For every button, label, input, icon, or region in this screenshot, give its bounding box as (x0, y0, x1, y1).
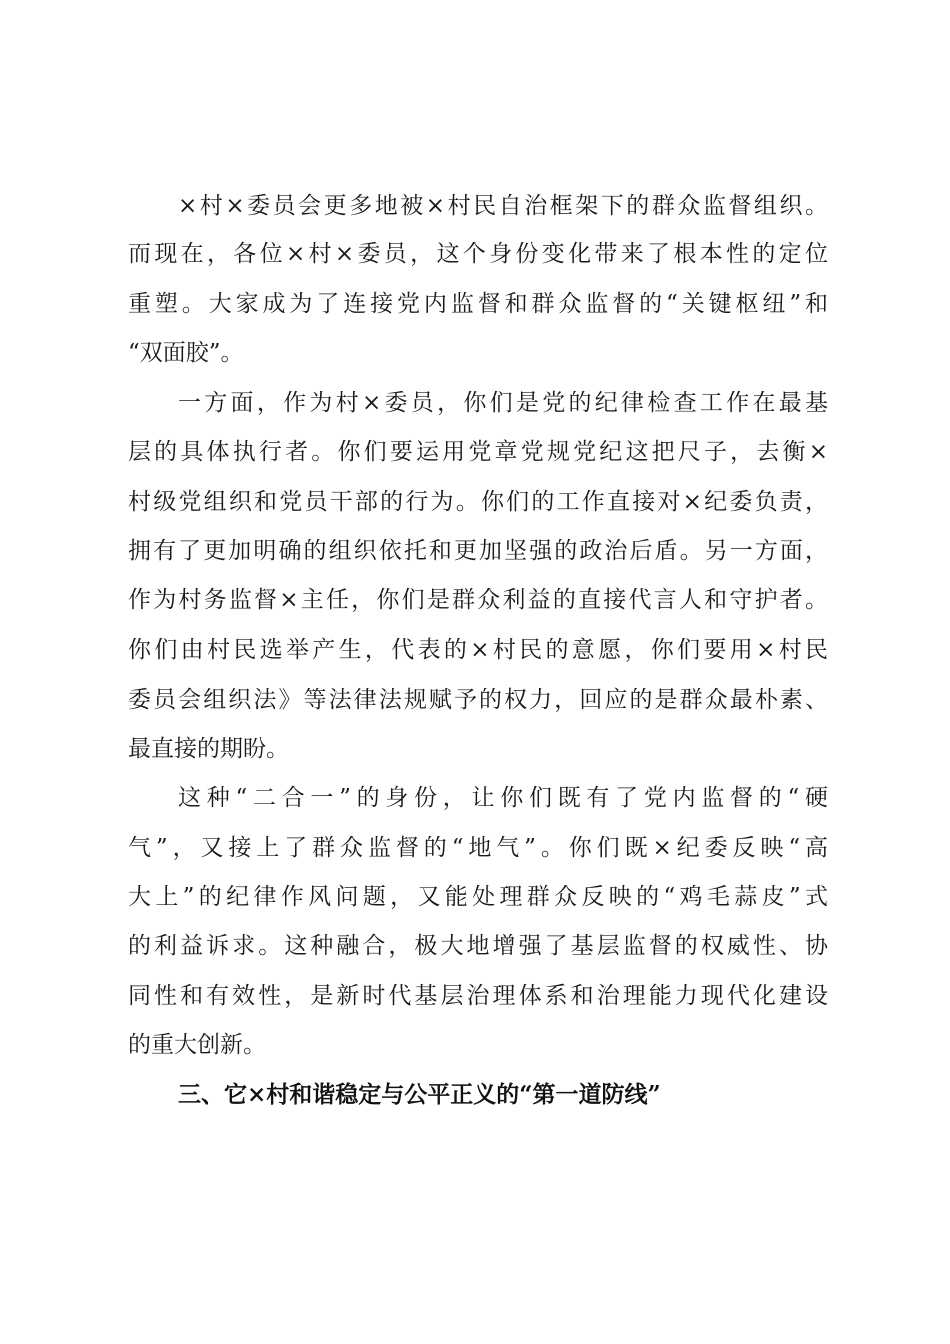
text-line: 最直接的期盼。 (128, 736, 289, 762)
text-line: 层的具体执行者。你们要运用党章党规党纪这把尺子，去衡× (128, 439, 828, 465)
text-line: 你们由村民选举产生，代表的×村民的意愿，你们要用×村民 (128, 637, 828, 663)
text-line: 气”，又接上了群众监督的“地气”。你们既×纪委反映“高 (128, 835, 828, 861)
text-line: 的利益诉求。这种融合，极大地增强了基层监督的权威性、协 (128, 933, 828, 959)
text-line: 重塑。大家成为了连接党内监督和群众监督的“关键枢纽”和 (128, 291, 828, 317)
text-line: 一方面，作为村×委员，你们是党的纪律检查工作在最基 (178, 390, 828, 416)
section-heading: 三、它×村和谐稳定与公平正义的“第一道防线” (178, 1081, 661, 1108)
text-line: 而现在，各位×村×委员，这个身份变化带来了根本性的定位 (128, 241, 828, 267)
text-line: “双面胶”。 (128, 340, 244, 366)
text-line: 拥有了更加明确的组织依托和更加坚强的政治后盾。另一方面， (128, 538, 828, 564)
text-line: 作为村务监督×主任，你们是群众利益的直接代言人和守护者。 (128, 587, 828, 613)
text-line: 村级党组织和党员干部的行为。你们的工作直接对×纪委负责， (128, 489, 828, 515)
text-line: 大上”的纪律作风问题，又能处理群众反映的“鸡毛蒜皮”式 (128, 884, 828, 910)
text-line: 的重大创新。 (128, 1032, 266, 1058)
text-line: 委员会组织法》等法律法规赋予的权力，回应的是群众最朴素、 (128, 687, 828, 713)
text-line: 同性和有效性，是新时代基层治理体系和治理能力现代化建设 (128, 983, 828, 1009)
text-line: ×村×委员会更多地被×村民自治框架下的群众监督组织。 (178, 193, 828, 219)
text-line: 这种“二合一”的身份，让你们既有了党内监督的“硬 (178, 785, 828, 811)
